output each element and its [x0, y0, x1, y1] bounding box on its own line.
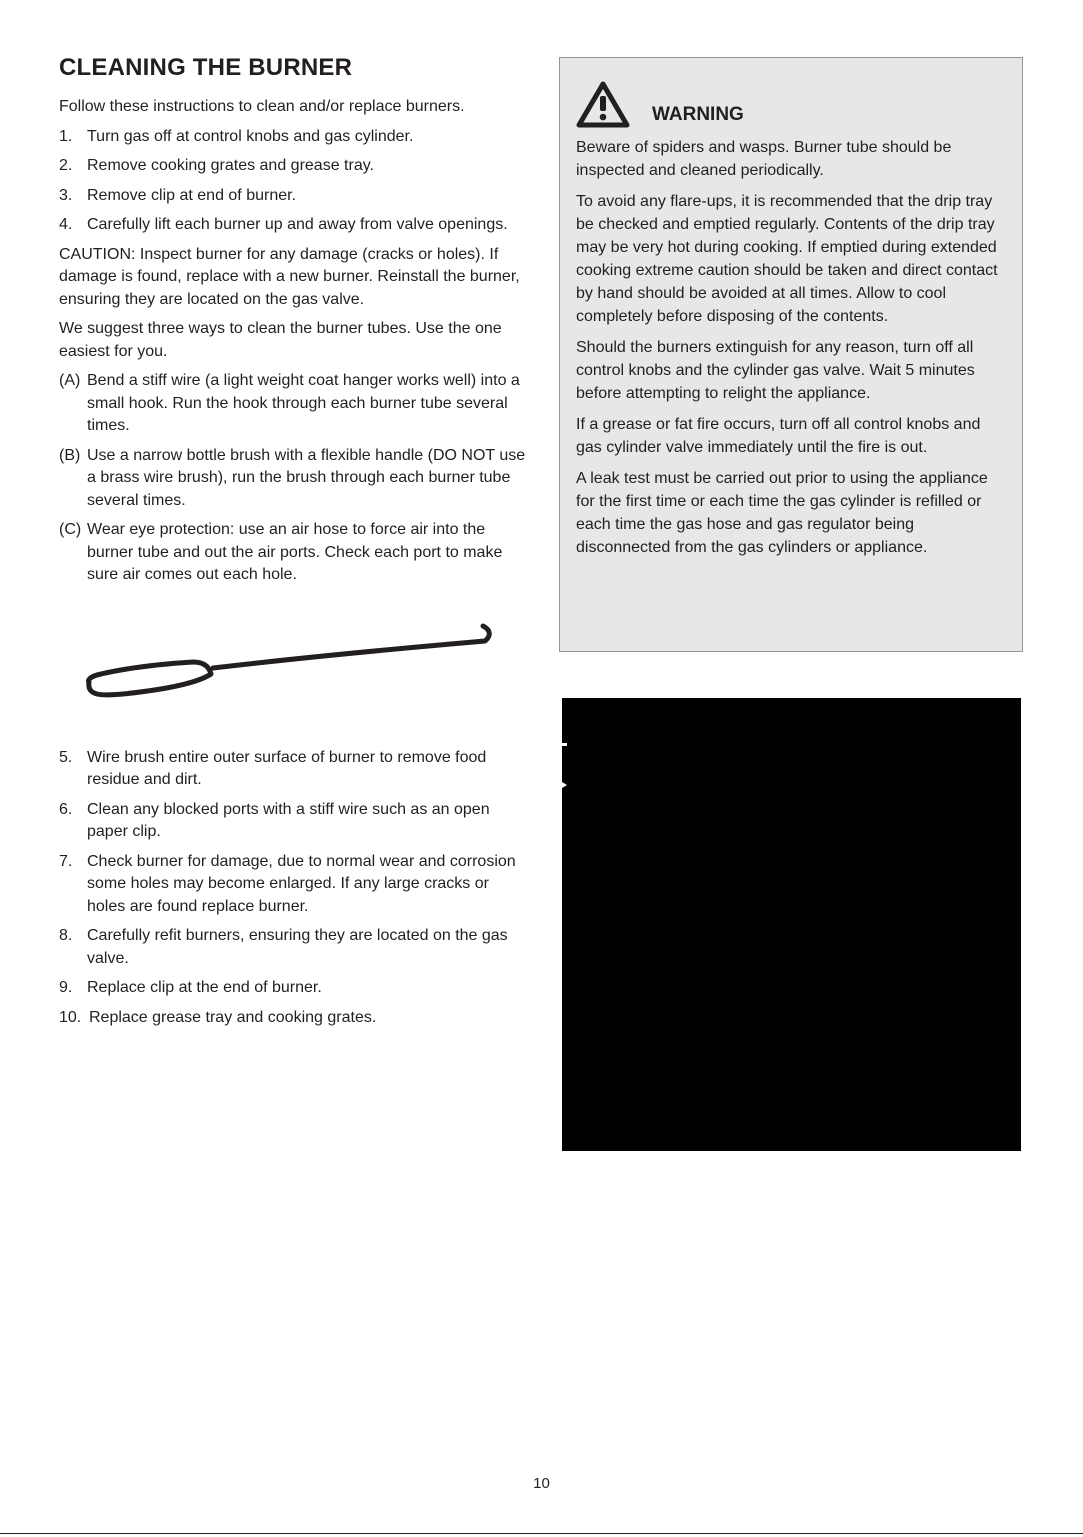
warning-header	[576, 76, 1006, 128]
list-item	[59, 126, 529, 149]
redacted-image-panel	[562, 698, 1021, 1151]
step-text: Wire brush entire outer surface of burner to remove food residue and dirt.	[87, 748, 487, 788]
list-item	[59, 519, 529, 587]
step-text: Replace clip at the end of burner.	[87, 979, 322, 996]
step-text: Clean any blocked ports with a stiff wire such as an open paper clip.	[87, 800, 490, 840]
warning-paragraph: A leak test must be carried out prior to using the appliance for the first time or each time the gas cylinder is refilled or each time the gas hose and gas regulator being disconnected from the gas cylinders or appliance.	[576, 470, 988, 556]
step-number: 9.	[59, 979, 73, 996]
step-text: Carefully lift each burner up and away from valve openings.	[87, 216, 508, 233]
step-number: 8.	[59, 927, 73, 944]
method-text: Use a narrow bottle brush with a flexible handle (DO NOT use a brass wire brush), run the brush through each burner tube several times.	[87, 446, 526, 509]
method-label: (A)	[59, 372, 81, 389]
step-text: Carefully refit burners, ensuring they are located on the gas valve.	[87, 927, 508, 967]
list-item	[59, 851, 529, 919]
step-number: 4.	[59, 216, 73, 233]
caution-text: CAUTION: Inspect burner for any damage (cracks or holes). If damage is found, replace with a new burner. Reinstall the burner, ensuring they are located on the gas valve.	[59, 245, 520, 308]
method-label: (C)	[59, 521, 82, 538]
warning-paragraph: If a grease or fat fire occurs, turn off all control knobs and gas cylinder valve immediately until the fire is out.	[576, 416, 981, 456]
method-label: (B)	[59, 446, 81, 464]
step-number: 6.	[59, 800, 73, 818]
step-text: Replace grease tray and cooking grates.	[89, 1008, 377, 1026]
step-text: Turn gas off at control knobs and gas cylinder.	[87, 127, 414, 145]
step-number: 10.	[59, 1008, 82, 1026]
list-item	[59, 370, 529, 438]
step-number: 7.	[59, 852, 73, 870]
bottom-divider	[0, 1533, 1083, 1534]
page-title: CLEANING THE BURNER	[59, 54, 353, 81]
step-number: 3.	[59, 186, 73, 204]
list-item	[59, 214, 529, 237]
list-item	[59, 185, 529, 208]
step-number: 1.	[59, 127, 73, 145]
step-number: 5.	[59, 748, 73, 766]
warning-paragraph: To avoid any flare-ups, it is recommended that the drip tray be checked and emptied regularly. Contents of the drip tray may be very hot during cooking. If emptied during extended cooking extreme caution should be taken and direct contact by hand should be avoided at all times. Allow to cool completely before disposing of the contents.	[576, 193, 998, 325]
method-text: Wear eye protection: use an air hose to force air into the burner tube and out the air ports. Check each port to make sure air comes out each hole.	[87, 521, 503, 583]
panel-edge-arrow	[562, 782, 567, 788]
suggestion-text: We suggest three ways to clean the burner tubes. Use the one easiest for you.	[59, 320, 502, 360]
step-text: Remove clip at end of burner.	[87, 186, 297, 204]
instructions-column	[59, 54, 529, 1036]
warning-triangle-icon	[576, 80, 630, 128]
step-text: Check burner for damage, due to normal wear and corrosion some holes may become enlarged. If any large cracks or holes are found replace burner.	[87, 852, 516, 915]
warning-paragraph: Beware of spiders and wasps. Burner tube should be inspected and cleaned periodically.	[576, 139, 952, 179]
warning-heading: WARNING	[652, 104, 744, 125]
step-number: 2.	[59, 157, 73, 174]
list-item	[59, 155, 529, 178]
intro-text: Follow these instructions to clean and/or replace burners.	[59, 98, 465, 115]
method-text: Bend a stiff wire (a light weight coat hanger works well) into a small hook. Run the hook through each burner tube several times.	[87, 372, 520, 434]
list-item	[59, 445, 529, 513]
step-text: Remove cooking grates and grease tray.	[87, 157, 374, 174]
list-item	[59, 925, 529, 970]
page-number: 10	[533, 1475, 550, 1492]
list-item	[59, 799, 529, 844]
list-item	[59, 1007, 529, 1030]
wire-hook-illustration	[81, 616, 501, 716]
warning-box	[559, 57, 1023, 652]
warning-paragraph: Should the burners extinguish for any reason, turn off all control knobs and the cylinder gas valve. Wait 5 minutes before attempting to relight the appliance.	[576, 339, 975, 402]
wire-hook-shape	[89, 626, 490, 695]
list-item	[59, 747, 529, 792]
panel-edge-mark	[562, 743, 567, 746]
list-item	[59, 977, 529, 1000]
